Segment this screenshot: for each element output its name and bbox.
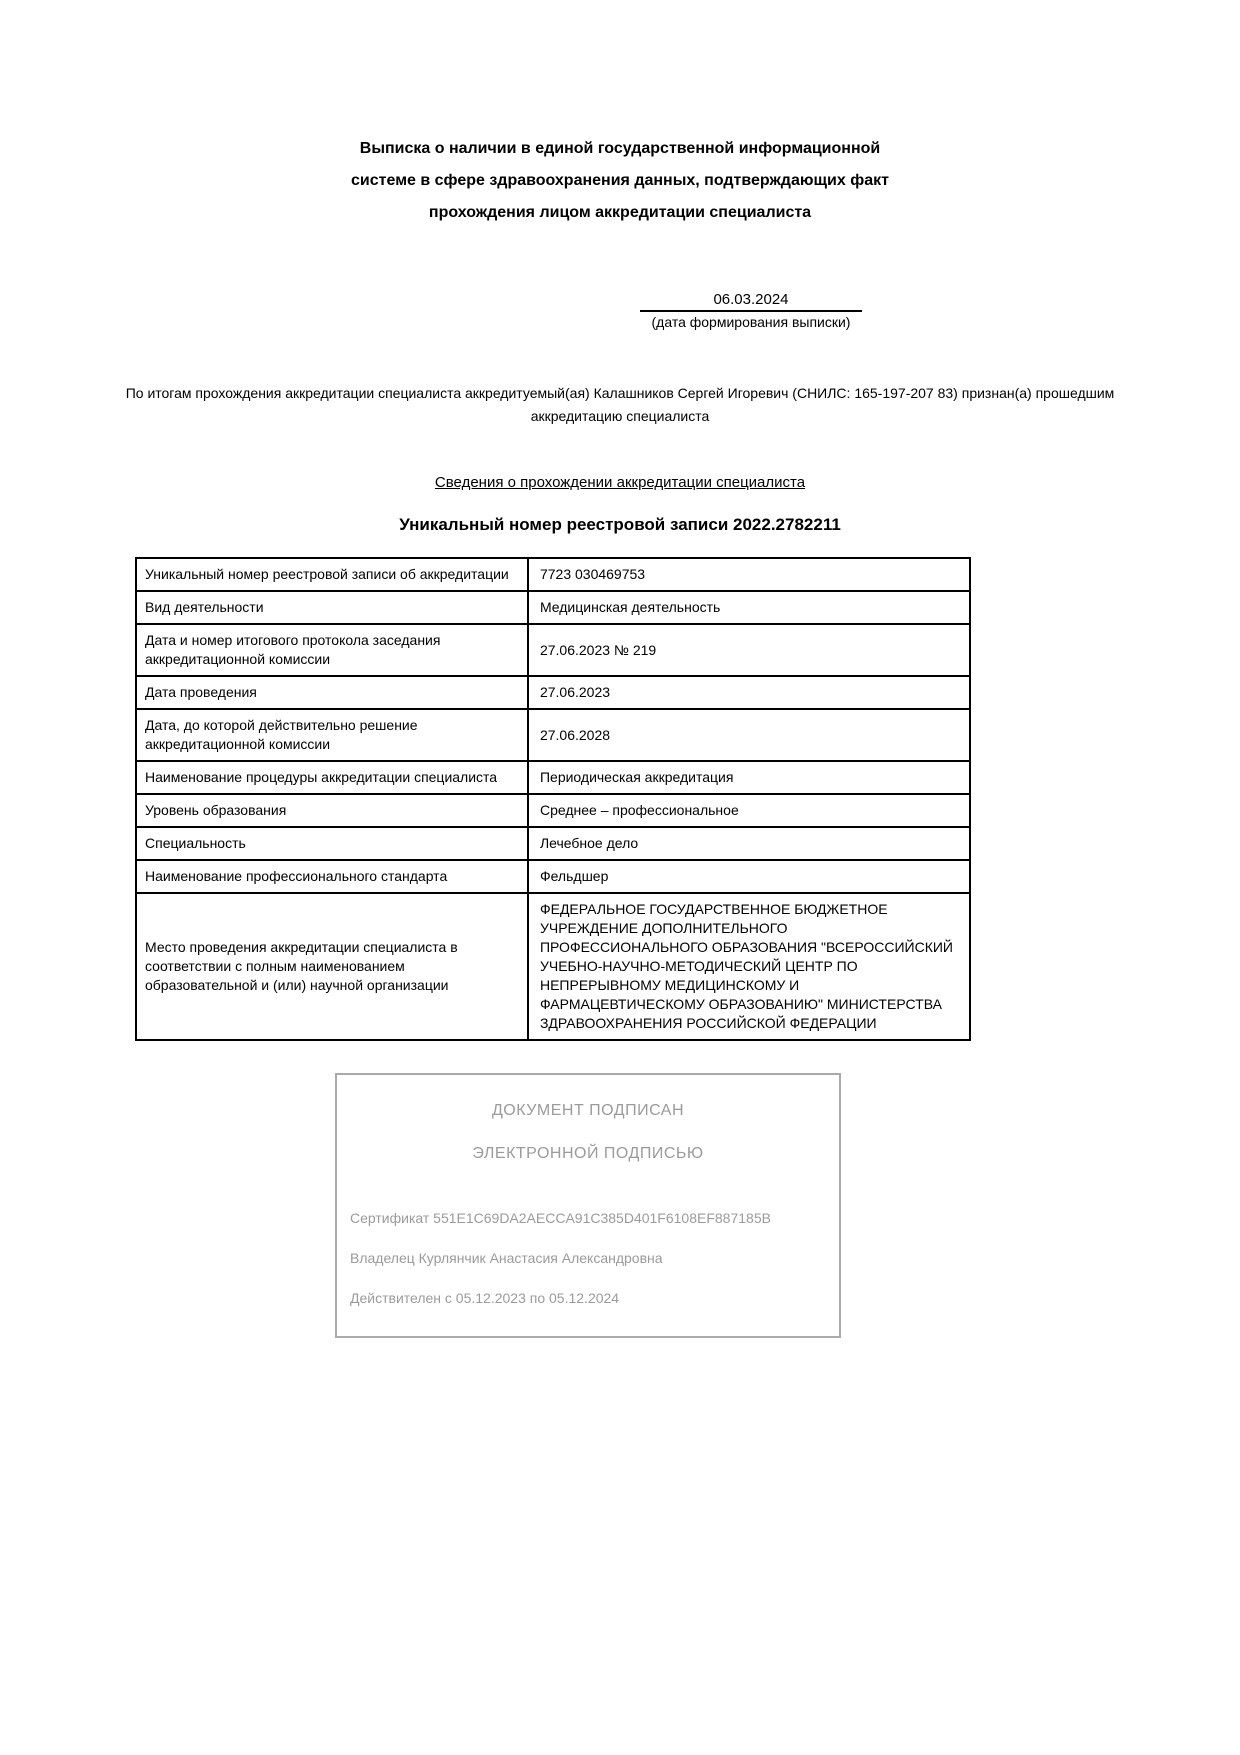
row-label: Дата, до которой действительно решение аккредитационной комиссии [136, 709, 528, 761]
row-value: Среднее – профессиональное [528, 794, 970, 827]
signature-owner: Владелец Курлянчик Анастасия Александровна [350, 1250, 663, 1266]
row-value: 27.06.2023 [528, 676, 970, 709]
signature-certificate: Сертификат 551E1C69DA2AECCA91C385D401F6108EF887185B [350, 1210, 771, 1226]
row-label: Дата проведения [136, 676, 528, 709]
row-value: 27.06.2023 № 219 [528, 624, 970, 676]
row-label: Дата и номер итогового протокола заседания аккредитационной комиссии [136, 624, 528, 676]
row-value: Фельдшер [528, 860, 970, 893]
row-value: 7723 030469753 [528, 558, 970, 591]
row-label: Наименование процедуры аккредитации специалиста [136, 761, 528, 794]
document-title-line-2: системе в сфере здравоохранения данных, подтверждающих факт [351, 172, 889, 189]
section-heading [0, 474, 1240, 491]
extract-date-block [640, 291, 862, 330]
registry-number-heading: Уникальный номер реестровой записи 2022.2782211 [399, 515, 841, 534]
section-heading-text: Сведения о прохождении аккредитации специалиста [434, 474, 806, 491]
table-row [136, 676, 970, 709]
row-value: Лечебное дело [528, 827, 970, 860]
row-value: 27.06.2028 [528, 709, 970, 761]
signature-details [350, 1210, 825, 1306]
table-row [136, 591, 970, 624]
signature-title-line-2: ЭЛЕКТРОННОЙ ПОДПИСЬЮ [472, 1145, 704, 1162]
intro-paragraph: По итогам прохождения аккредитации специалиста аккредитуемый(ая) Калашников Сергей Игоревич (СНИЛС: 165-197-207 83) признан(а) прошедшим аккредитацию специалиста [125, 385, 1115, 424]
row-value: Периодическая аккредитация [528, 761, 970, 794]
table-row [136, 893, 970, 1040]
table-row [136, 709, 970, 761]
table-row [136, 860, 970, 893]
table-row [136, 624, 970, 676]
electronic-signature-stamp [335, 1073, 841, 1338]
row-value: Медицинская деятельность [528, 591, 970, 624]
document-title [240, 133, 1000, 229]
table-row [136, 827, 970, 860]
table-row [136, 558, 970, 591]
table-row [136, 761, 970, 794]
row-label: Наименование профессионального стандарта [136, 860, 528, 893]
accreditation-table [135, 557, 971, 1041]
row-label: Вид деятельности [136, 591, 528, 624]
extract-date: 06.03.2024 [640, 291, 862, 312]
document-title-line-3: прохождения лицом аккредитации специалиста [428, 204, 812, 221]
row-value: ФЕДЕРАЛЬНОЕ ГОСУДАРСТВЕННОЕ БЮДЖЕТНОЕ УЧРЕЖДЕНИЕ ДОПОЛНИТЕЛЬНОГО ПРОФЕССИОНАЛЬНОГО ОБРАЗОВАНИЯ "ВСЕРОССИЙСКИЙ УЧЕБНО-НАУЧНО-МЕТОДИЧЕСКИЙ ЦЕНТР ПО НЕПРЕРЫВНОМУ МЕДИЦИНСКОМУ И ФАРМАЦЕВТИЧЕСКОМУ ОБРАЗОВАНИЮ" МИНИСТЕРСТВА ЗДРАВООХРАНЕНИЯ РОССИЙСКОЙ ФЕДЕРАЦИИ [528, 893, 970, 1040]
document-title-line-1: Выписка о наличии в единой государственной информационной [359, 140, 881, 157]
extract-date-caption: (дата формирования выписки) [651, 314, 851, 330]
row-label: Уникальный номер реестровой записи об аккредитации [136, 558, 528, 591]
signature-title-line-1: ДОКУМЕНТ ПОДПИСАН [491, 1102, 685, 1119]
row-label: Место проведения аккредитации специалиста в соответствии с полным наименованием образовательной и (или) научной организации [136, 893, 528, 1040]
signature-validity: Действителен с 05.12.2023 по 05.12.2024 [350, 1290, 620, 1306]
row-label: Специальность [136, 827, 528, 860]
table-row [136, 794, 970, 827]
row-label: Уровень образования [136, 794, 528, 827]
